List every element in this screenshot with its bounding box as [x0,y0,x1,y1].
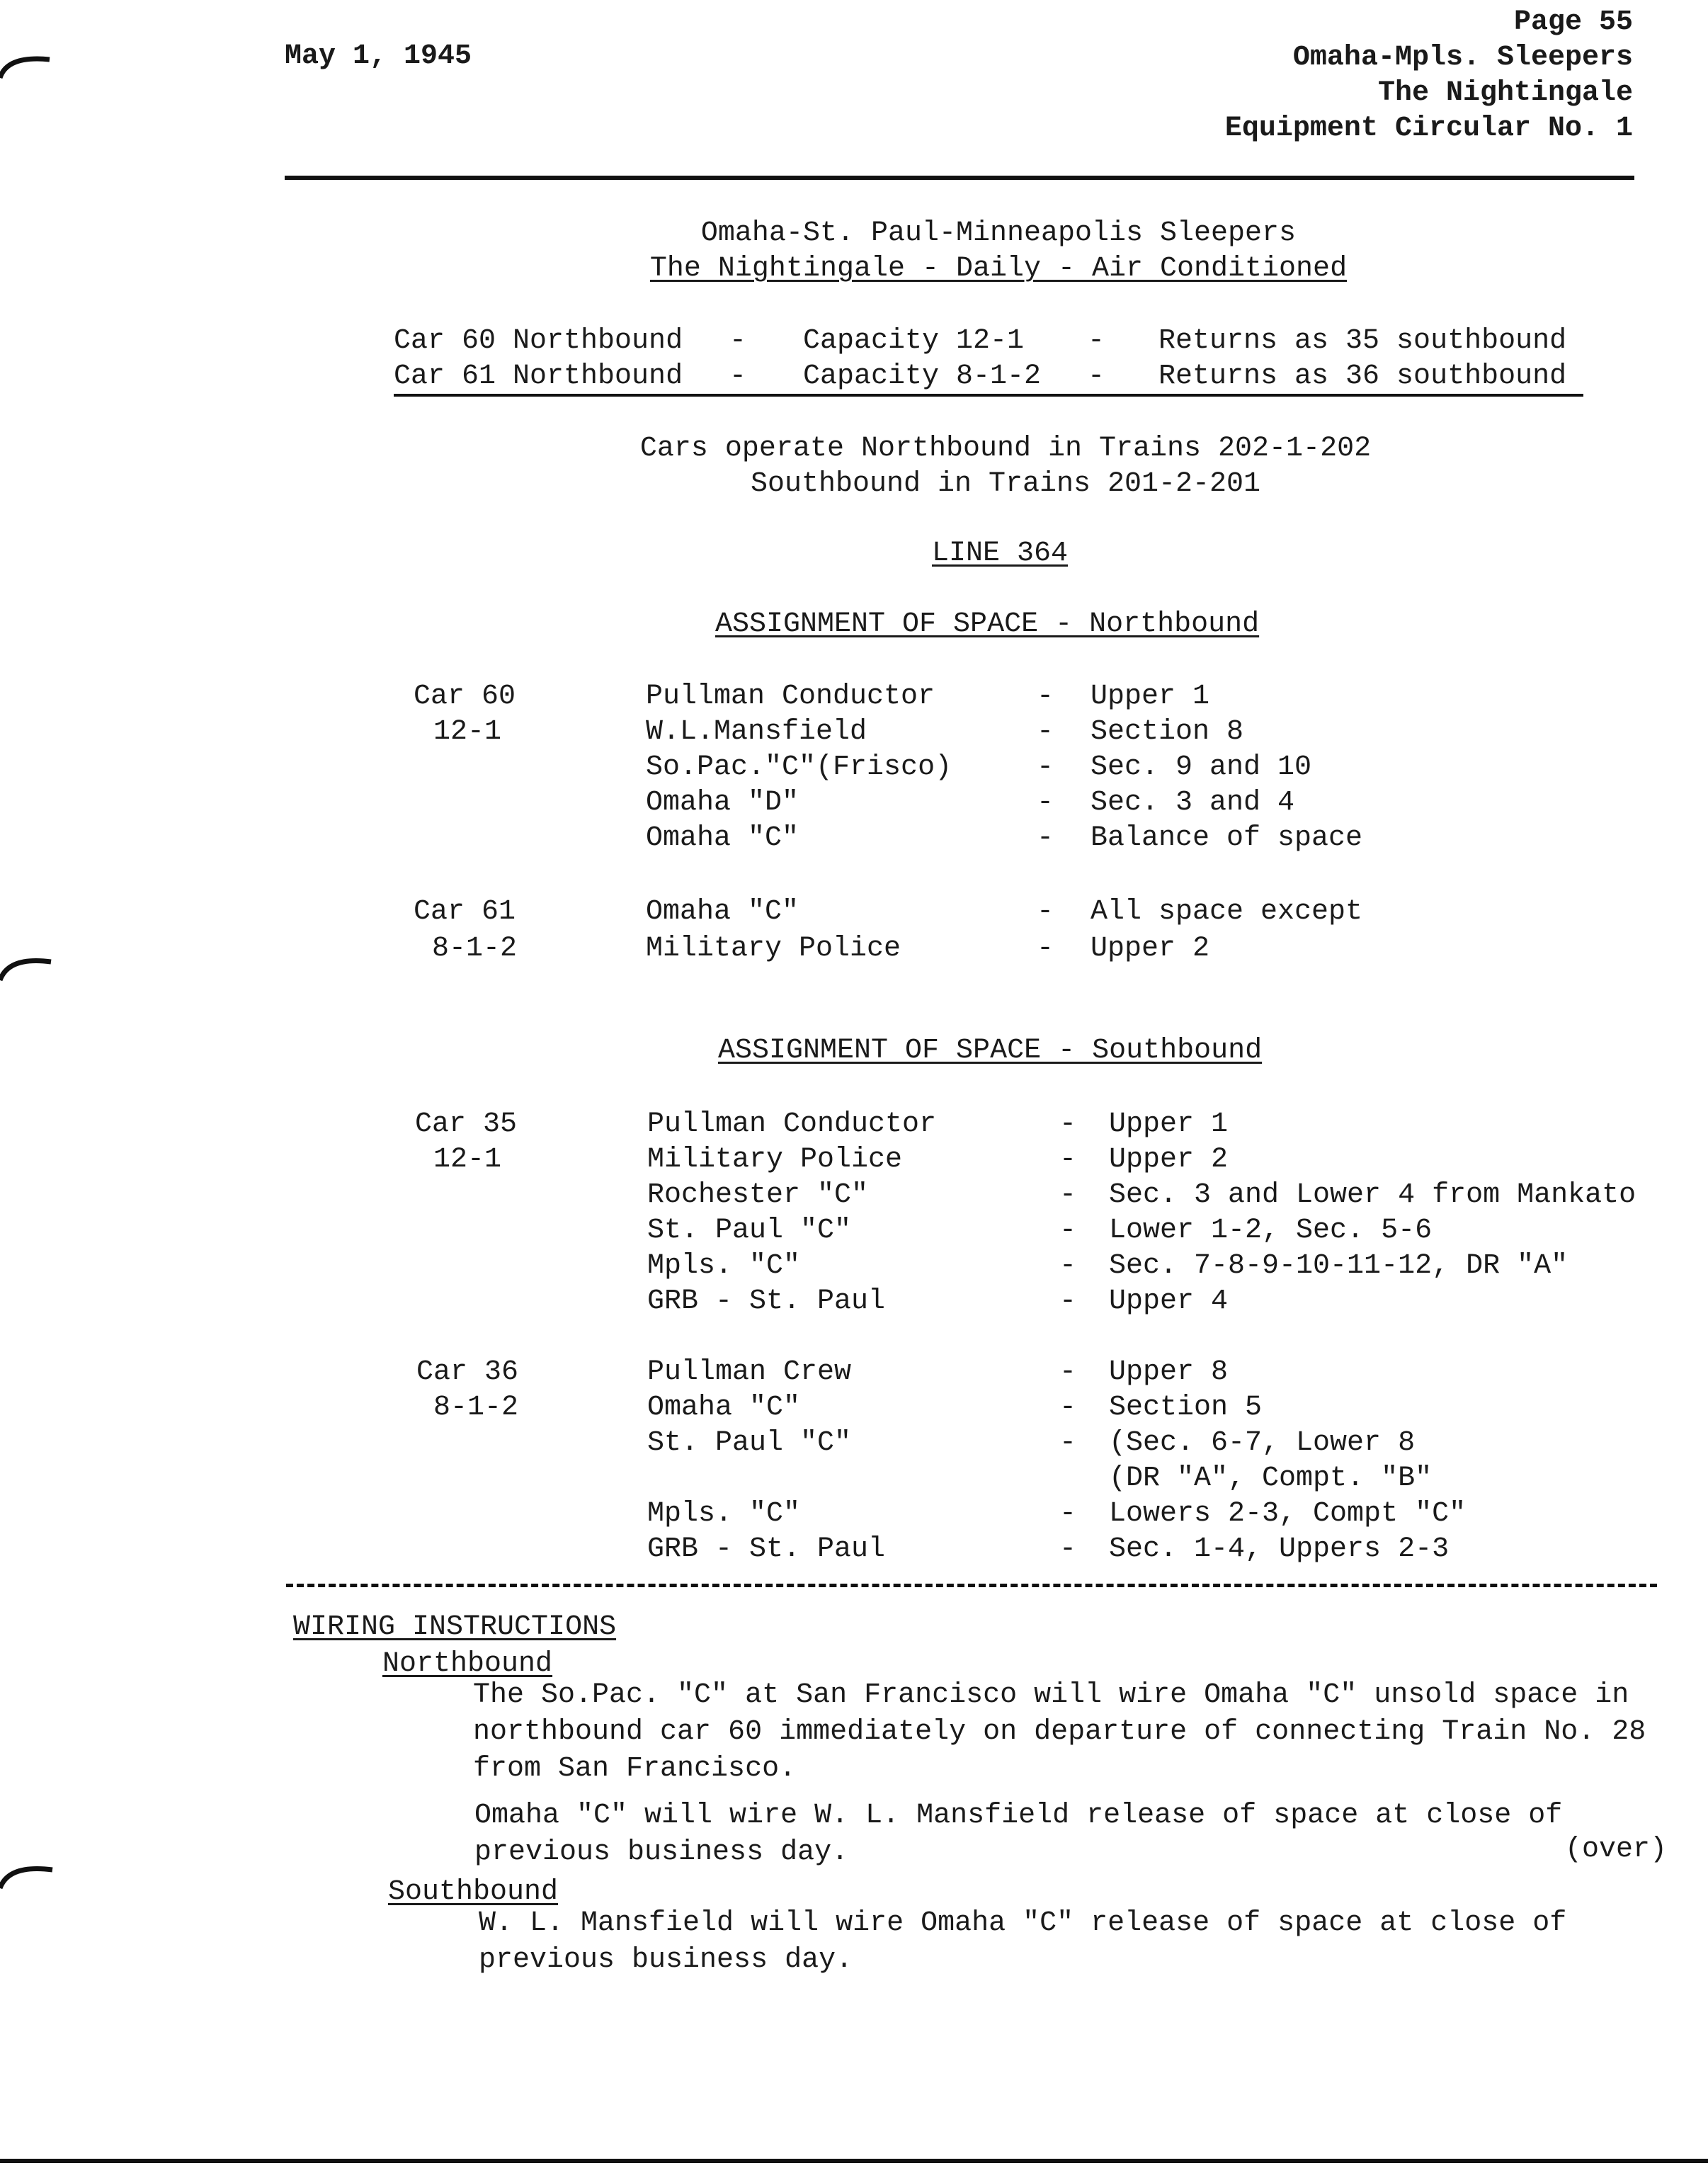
southbound-heading: ASSIGNMENT OF SPACE - Southbound [718,1035,1263,1067]
wiring-southbound-label: Southbound [388,1876,559,1908]
summary-capacity: Capacity 8-1-2 [803,361,1042,392]
assignment-party: Pullman Conductor [647,1108,937,1140]
wiring-northbound-label: Northbound [382,1648,553,1680]
assignment-space: Section 5 [1109,1392,1263,1424]
assignment-party: St. Paul "C" [647,1427,852,1459]
summary-capacity: Capacity 12-1 [803,325,1025,357]
summary-dash: - [729,325,747,357]
dashed-separator [286,1584,1657,1587]
assignment-space: Balance of space [1091,822,1363,854]
assignment-space: Sec. 3 and Lower 4 from Mankato [1109,1179,1636,1211]
page-number: Page 55 [1513,6,1633,38]
assignment-party: Pullman Conductor [646,681,935,713]
assignment-dash: - [1037,681,1054,713]
operation-northbound: Cars operate Northbound in Trains 202-1-202 [639,433,1372,465]
wiring-northbound-line: Omaha "C" will wire W. L. Mansfield release of space at close of [474,1800,1563,1832]
assignment-party: Omaha "C" [646,822,799,854]
header-circular: Equipment Circular No. 1 [1224,113,1633,144]
northbound-heading: ASSIGNMENT OF SPACE - Northbound [715,608,1260,640]
document-date: May 1, 1945 [285,40,472,72]
line-number: LINE 364 [931,538,1069,569]
assignment-space: All space except [1091,896,1363,928]
car-number: Car 35 [415,1108,518,1140]
car-number: Car 60 [414,681,516,713]
header-subject: Omaha-Mpls. Sleepers [1292,42,1633,74]
assignment-dash: - [1059,1144,1077,1176]
assignment-party: Military Police [647,1144,903,1176]
assignment-space: Upper 1 [1109,1108,1229,1140]
assignment-dash: - [1037,787,1054,819]
assignment-space: (DR "A", Compt. "B" [1109,1463,1433,1494]
summary-car: Car 61 Northbound [394,361,683,392]
car-number: Car 61 [414,896,516,928]
assignment-dash: - [1059,1392,1077,1424]
cars-summary-underline [394,394,1583,397]
assignment-party: GRB - St. Paul [647,1285,886,1317]
summary-returns: Returns as 35 southbound [1158,325,1567,357]
summary-car: Car 60 Northbound [394,325,683,357]
assignment-space: Lower 1-2, Sec. 5-6 [1109,1215,1433,1247]
summary-dash: - [729,361,747,392]
wiring-heading: WIRING INSTRUCTIONS [293,1611,617,1643]
assignment-dash: - [1059,1498,1077,1530]
punch-hole-middle [0,949,57,1006]
car-configuration: 8-1-2 [432,933,518,965]
assignment-dash: - [1037,716,1054,748]
car-number: Car 36 [416,1356,519,1388]
page-title: Omaha-St. Paul-Minneapolis Sleepers [700,217,1297,249]
assignment-party: Omaha "D" [646,787,799,819]
assignment-space: Section 8 [1091,716,1244,748]
assignment-dash: - [1037,933,1054,965]
assignment-space: Sec. 7-8-9-10-11-12, DR "A" [1109,1250,1568,1282]
summary-dash: - [1088,325,1105,357]
assignment-space: Sec. 9 and 10 [1091,751,1312,783]
operation-southbound: Southbound in Trains 201-2-201 [750,468,1261,500]
assignment-party: Omaha "C" [647,1392,801,1424]
assignment-dash: - [1059,1108,1077,1140]
header-train-name: The Nightingale [1377,77,1633,109]
car-configuration: 8-1-2 [433,1392,519,1424]
assignment-party: Pullman Crew [647,1356,852,1388]
assignment-dash: - [1059,1285,1077,1317]
assignment-dash: - [1059,1356,1077,1388]
assignment-space: Upper 1 [1091,681,1210,713]
punch-hole-top [0,50,57,106]
assignment-party: Mpls. "C" [647,1498,801,1530]
assignment-dash: - [1037,822,1054,854]
assignment-space: Sec. 1-4, Uppers 2-3 [1109,1533,1450,1565]
assignment-party: W.L.Mansfield [646,716,867,748]
assignment-party: Military Police [646,933,901,965]
car-configuration: 12-1 [433,716,502,748]
summary-dash: - [1088,361,1105,392]
over-note: (over) [1565,1834,1668,1866]
wiring-southbound-line: W. L. Mansfield will wire Omaha "C" release of space at close of [479,1907,1567,1939]
punch-hole-bottom [0,1856,57,1912]
assignment-party: So.Pac."C"(Frisco) [646,751,952,783]
assignment-dash: - [1037,896,1054,928]
assignment-space: Upper 2 [1109,1144,1229,1176]
assignment-space: Lowers 2-3, Compt "C" [1109,1498,1467,1530]
assignment-dash: - [1059,1250,1077,1282]
assignment-party: Omaha "C" [646,896,799,928]
wiring-northbound-line: northbound car 60 immediately on departure of connecting Train No. 28 [473,1716,1646,1748]
assignment-dash: - [1037,751,1054,783]
assignment-dash: - [1059,1215,1077,1247]
wiring-southbound-line: previous business day. [479,1944,853,1976]
assignment-party: GRB - St. Paul [647,1533,886,1565]
summary-returns: Returns as 36 southbound [1158,361,1567,392]
assignment-party: Mpls. "C" [647,1250,801,1282]
wiring-northbound-line: The So.Pac. "C" at San Francisco will wire Omaha "C" unsold space in [473,1679,1629,1711]
assignment-party: St. Paul "C" [647,1215,852,1247]
assignment-space: Upper 4 [1109,1285,1229,1317]
car-configuration: 12-1 [433,1144,502,1176]
assignment-space: (Sec. 6-7, Lower 8 [1109,1427,1416,1459]
page-subtitle: The Nightingale - Daily - Air Conditioned [649,253,1348,285]
assignment-dash: - [1059,1179,1077,1211]
assignment-dash: - [1059,1427,1077,1459]
assignment-party: Rochester "C" [647,1179,869,1211]
assignment-space: Sec. 3 and 4 [1091,787,1295,819]
assignment-space: Upper 2 [1091,933,1210,965]
wiring-northbound-line: from San Francisco. [473,1753,797,1785]
assignment-dash: - [1059,1533,1077,1565]
wiring-northbound-line: previous business day. [474,1836,849,1868]
header-rule [285,176,1634,180]
assignment-space: Upper 8 [1109,1356,1229,1388]
bottom-edge-rule [0,2159,1708,2163]
